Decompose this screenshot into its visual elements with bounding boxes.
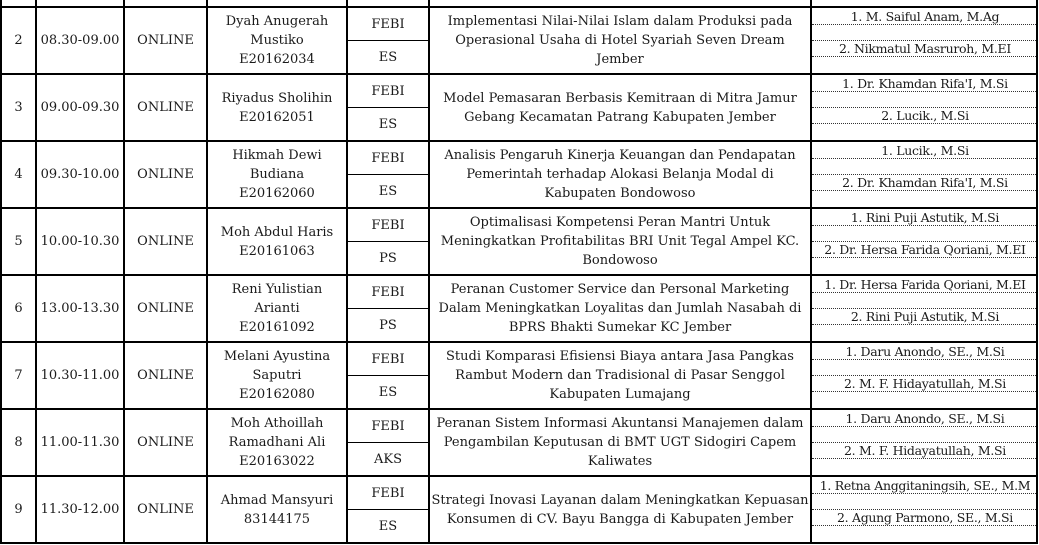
examiner-2-blank-line	[812, 459, 1036, 474]
table-row	[1, 208, 1037, 242]
row-number: 2	[1, 7, 36, 74]
cell-no	[1, 0, 36, 7]
examiner-2: 2. Rini Puji Astutik, M.Si	[812, 309, 1036, 325]
time-slot: 10.30-11.00	[36, 342, 124, 409]
examiner-1: 1. Lucik., M.Si	[812, 143, 1036, 159]
study-program: AKS	[347, 443, 429, 477]
examiner-1: 1. Retna Anggitaningsih, SE., M.M	[812, 478, 1036, 494]
cell-unit	[347, 0, 429, 7]
examiners	[811, 275, 1037, 342]
examiner-1-blank-line	[812, 92, 1036, 108]
student-nim: E20161092	[239, 320, 315, 335]
student-name: Hikmah Dewi Budiana	[232, 148, 322, 182]
time-slot: 11.30-12.00	[36, 476, 124, 543]
examiner-list	[812, 478, 1036, 542]
student-name-nim	[207, 342, 347, 409]
table-row	[1, 409, 1037, 443]
examiner-list	[812, 277, 1036, 341]
student-name: Ahmad Mansyuri	[220, 492, 334, 508]
student-name: Riyadus Sholihin	[221, 90, 333, 106]
examiner-list	[812, 411, 1036, 475]
examiner-1-blank-line	[812, 494, 1036, 510]
cell-title	[429, 0, 811, 7]
study-program: PS	[347, 242, 429, 276]
faculty: FEBI	[347, 342, 429, 376]
cell-mode	[124, 0, 207, 7]
examiner-2-blank-line	[812, 124, 1036, 139]
student-nim: E20162051	[239, 109, 315, 125]
examiner-1-blank-line	[812, 293, 1036, 309]
thesis-title: Implementasi Nilai-Nilai Islam dalam Produksi pada Operasional Usaha di Hotel Syariah Seven Dream Jember	[429, 7, 811, 74]
row-number: 3	[1, 74, 36, 141]
student-nim: E20162034	[239, 52, 315, 67]
student-name: Melani Ayustina Saputri	[223, 349, 331, 383]
time-slot: 08.30-09.00	[36, 7, 124, 74]
thesis-title: Studi Komparasi Efisiensi Biaya antara Jasa Pangkas Rambut Modern dan Tradisional di Pasar Senggol Kabupaten Lumajang	[429, 342, 811, 409]
thesis-title: Peranan Sistem Informasi Akuntansi Manajemen dalam Pengambilan Keputusan di BMT UGT Sidogiri Capem Kaliwates	[429, 409, 811, 476]
student-nim: E20162060	[239, 186, 315, 201]
time-slot: 09.30-10.00	[36, 141, 124, 208]
exam-mode: ONLINE	[124, 275, 207, 342]
faculty: FEBI	[347, 476, 429, 510]
faculty: FEBI	[347, 7, 429, 41]
exam-mode: ONLINE	[124, 342, 207, 409]
examiner-2: 2. Lucik., M.Si	[812, 108, 1036, 124]
examiner-1-blank-line	[812, 427, 1036, 443]
row-number: 8	[1, 409, 36, 476]
examiner-1: 1. Daru Anondo, SE., M.Si	[812, 411, 1036, 427]
examiner-2: 2. Nikmatul Masruroh, M.EI	[812, 41, 1036, 57]
row-number: 4	[1, 141, 36, 208]
time-slot: 10.00-10.30	[36, 208, 124, 275]
student-name: Reni Yulistian Arianti	[231, 282, 323, 316]
examiner-2-blank-line	[812, 57, 1036, 72]
cell-time	[36, 0, 124, 7]
thesis-title: Optimalisasi Kompetensi Peran Mantri Untuk Meningkatkan Profitabilitas BRI Unit Tegal Ampel KC. Bondowoso	[429, 208, 811, 275]
time-slot: 13.00-13.30	[36, 275, 124, 342]
schedule-body	[1, 0, 1037, 543]
examiner-2-blank-line	[812, 325, 1036, 340]
examiner-1: 1. Rini Puji Astutik, M.Si	[812, 210, 1036, 226]
time-slot: 11.00-11.30	[36, 409, 124, 476]
examiners	[811, 74, 1037, 141]
thesis-title: Model Pemasaran Berbasis Kemitraan di Mitra Jamur Gebang Kecamatan Patrang Kabupaten Jember	[429, 74, 811, 141]
student-nim: E20163022	[239, 454, 315, 469]
student-name: Moh Athoillah Ramadhani Ali	[228, 416, 326, 450]
table-row	[1, 141, 1037, 175]
exam-mode: ONLINE	[124, 74, 207, 141]
study-program: ES	[347, 108, 429, 142]
examiner-1: 1. M. Saiful Anam, M.Ag	[812, 9, 1036, 25]
examiner-2-blank-line	[812, 258, 1036, 273]
table-row-partial	[1, 0, 1037, 7]
examiner-list	[812, 344, 1036, 408]
examiner-2: 2. Dr. Khamdan Rifa'I, M.Si	[812, 175, 1036, 191]
table-row	[1, 476, 1037, 510]
examiner-1-blank-line	[812, 25, 1036, 41]
row-number: 9	[1, 476, 36, 543]
row-number: 7	[1, 342, 36, 409]
examiner-2: 2. M. F. Hidayatullah, M.Si	[812, 376, 1036, 392]
table-row	[1, 275, 1037, 309]
student-nim: E20162080	[239, 387, 315, 402]
exam-mode: ONLINE	[124, 409, 207, 476]
student-name-nim	[207, 141, 347, 208]
student-name-nim	[207, 208, 347, 275]
table-row	[1, 342, 1037, 376]
table-row	[1, 74, 1037, 108]
thesis-title: Peranan Customer Service dan Personal Marketing Dalam Meningkatkan Loyalitas dan Jumlah Nasabah di BPRS Bhakti Sumekar KC Jember	[429, 275, 811, 342]
time-slot: 09.00-09.30	[36, 74, 124, 141]
student-name-nim	[207, 476, 347, 543]
examiner-2-blank-line	[812, 191, 1036, 206]
cell-examiners	[811, 0, 1037, 7]
examiners	[811, 208, 1037, 275]
exam-mode: ONLINE	[124, 476, 207, 543]
student-name-nim	[207, 7, 347, 74]
examiner-list	[812, 143, 1036, 207]
examiners	[811, 409, 1037, 476]
examiner-2-blank-line	[812, 392, 1036, 407]
study-program: ES	[347, 510, 429, 544]
examiner-1-blank-line	[812, 360, 1036, 376]
examiner-1-blank-line	[812, 226, 1036, 242]
exam-mode: ONLINE	[124, 208, 207, 275]
student-name: Dyah Anugerah Mustiko	[225, 14, 329, 48]
student-nim: 83144175	[243, 511, 311, 527]
examiner-list	[812, 9, 1036, 73]
faculty: FEBI	[347, 208, 429, 242]
student-name-nim	[207, 275, 347, 342]
row-number: 5	[1, 208, 36, 275]
study-program: PS	[347, 309, 429, 343]
examiner-2: 2. M. F. Hidayatullah, M.Si	[812, 443, 1036, 459]
examiner-1: 1. Dr. Khamdan Rifa'I, M.Si	[812, 76, 1036, 92]
thesis-title: Analisis Pengaruh Kinerja Keuangan dan Pendapatan Pemerintah terhadap Alokasi Belanja Modal di Kabupaten Bondowoso	[429, 141, 811, 208]
examiner-list	[812, 76, 1036, 140]
examiner-1-blank-line	[812, 159, 1036, 175]
exam-mode: ONLINE	[124, 141, 207, 208]
student-name-nim	[207, 409, 347, 476]
examiner-1: 1. Daru Anondo, SE., M.Si	[812, 344, 1036, 360]
study-program: ES	[347, 376, 429, 410]
row-number: 6	[1, 275, 36, 342]
examiner-2: 2. Dr. Hersa Farida Qoriani, M.EI	[812, 242, 1036, 258]
examiner-2-blank-line	[812, 526, 1036, 541]
student-name-nim	[207, 74, 347, 141]
faculty: FEBI	[347, 409, 429, 443]
faculty: FEBI	[347, 275, 429, 309]
examiner-2: 2. Agung Parmono, SE., M.Si	[812, 510, 1036, 526]
faculty: FEBI	[347, 74, 429, 108]
exam-mode: ONLINE	[124, 7, 207, 74]
student-nim: E20161063	[239, 243, 315, 259]
faculty: FEBI	[347, 141, 429, 175]
cell-name	[207, 0, 347, 7]
examiners	[811, 7, 1037, 74]
table-row	[1, 7, 1037, 41]
student-name: Moh Abdul Haris	[220, 224, 334, 240]
thesis-title: Strategi Inovasi Layanan dalam Meningkatkan Kepuasan Konsumen di CV. Bayu Bangga di Kabupaten Jember	[429, 476, 811, 543]
examiner-list	[812, 210, 1036, 274]
examiners	[811, 342, 1037, 409]
examiner-1: 1. Dr. Hersa Farida Qoriani, M.EI	[812, 277, 1036, 293]
study-program: ES	[347, 41, 429, 75]
examiners	[811, 141, 1037, 208]
study-program: ES	[347, 175, 429, 209]
examiners	[811, 476, 1037, 543]
